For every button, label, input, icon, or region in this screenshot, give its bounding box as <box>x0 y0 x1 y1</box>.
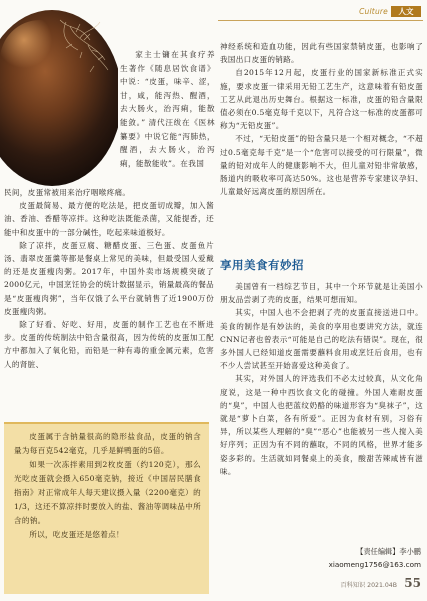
box-paragraph: 如果一次冻拌素用到2枚皮蛋（约120克），那么光吃皮蛋就会摄入650毫克钠，接近《中国居民膳食指南》对正常成年人每天建议摄入量（2200毫克）的1/3，这还不算凉拌时要放入的盐、酱油等调味品中所含的钠。 <box>14 460 201 525</box>
section-header <box>338 5 423 18</box>
editor-credit: 【责任编辑】李小鹏 <box>356 547 421 556</box>
preserved-egg-photo <box>0 0 118 190</box>
right-column-top <box>220 40 423 198</box>
paragraph: 其实，中国人也不会把剥了壳的皮蛋直接送进口中。美食的制作是有妙法的，美食的享用也要讲究方法，就连CNN记者也曾表示“可能是自己的吃法有错误”。现在，很多外国人已经知道皮蛋需要蘸料食用或烹饪后食用，也有不少人尝试甚至开始喜爱这种美食了。 <box>220 308 423 371</box>
paragraph: 民间，皮蛋常被用来治疗咽喉疼痛。 <box>4 188 131 197</box>
section-label-en: Culture <box>359 7 388 16</box>
editor-email: xiaomeng1756@163.com <box>328 560 421 569</box>
magazine-issue: 百科知识 2021.04B <box>340 582 397 589</box>
left-column <box>4 186 214 371</box>
section-subheading: 享用美食有妙招 <box>220 258 304 272</box>
section-label-zh: 人文 <box>391 6 421 17</box>
sodium-info-box <box>4 422 209 594</box>
paragraph: 皮蛋最简易、最方便的吃法是，把皮蛋切成瓣，加入酱油、香油、香醋等凉拌。这种吃法既能杀菌，又能提香，还能中和皮蛋中的一部分碱性，吃起来味道极好。 <box>4 201 214 237</box>
right-column-bottom <box>220 280 423 478</box>
header-rule <box>218 20 423 21</box>
paragraph: 除了好看、好吃、好用，皮蛋的制作工艺也在不断进步。皮蛋的传统制法中铅含量很高，因为传统的皮蛋加工配方中都加入了氧化铅，而铅是一种有毒的重金属元素，危害人的肾脏、 <box>4 320 214 369</box>
lead-paragraph <box>120 48 215 170</box>
box-paragraph: 所以，吃皮蛋还是悠着点！ <box>29 530 124 539</box>
paragraph: 自2015年12月起，皮蛋行业的国家新标准正式实施，要求皮蛋一律采用无铅工艺生产，这意味着有铅皮蛋工艺从此退出历史舞台。根据这一标准，皮蛋的铅含量限值必须在0.5毫克每千克以下，凡符合这一标准的皮蛋都可称为“无铅皮蛋”。 <box>220 68 423 131</box>
box-paragraph: 皮蛋属于含钠量很高的隐形盐食品，皮蛋的钠含量为每百克542毫克，几乎是鲜鸭蛋的5倍。 <box>14 432 201 455</box>
paragraph: 其实，对外国人的评选我们不必太过较真，从文化角度说，这是一种中西饮食文化的碰撞。外国人难耐皮蛋的“臭”，中国人也把蓝纹奶酪的味道形容为“臭袜子”，这就是“萝卜白菜，各有所爱”。正因为食材有别，习俗有异，所以某些人理解的“臭”“恶心”也能被另一些人搅入美好序列；正因为有不同的蘸取，不同的风格，世界才能多姿多彩的。生活就如同餐桌上的美食，酸甜苦辣咸皆有滋味。 <box>220 374 423 476</box>
paragraph: 美国曾有一档综艺节目，其中一个环节就是让美国小朋友品尝剥了壳的皮蛋，结果可想而知。 <box>220 282 423 305</box>
paragraph: 不过，“无铅皮蛋”的铅含量只是一个相对概念，“不超过0.5毫克每千克”是一个“危害可以接受的可行限量”，微量的铅对成年人的健康影响不大，但儿童对铅非常敏感，肠道内的吸收率可高达50%。这也是营养专家建议孕妇、儿童最好远离皮蛋的原因所在。 <box>220 134 423 197</box>
lead-text: 家主士镛在其食疗养生著作《随息居饮食谱》中说：“皮蛋，味辛、涩，甘，咸，能泻热、醒酒，去大肠火，治泻痢，能散能敛。” 清代汪绂在《医林纂要》中说它能“泻肺热，醒酒，去大肠火，治泻痢，能散能收”。在我国 <box>120 50 215 168</box>
paragraph: 除了凉拌，皮蛋豆腐、糖醋皮蛋、三色蛋、皮蛋鱼片汤、翡翠皮蛋羹等都是餐桌上常见的美味，但最受国人爱戴的还是皮蛋瘦肉粥。2017年，中国外卖市场规模突破了2000亿元，中国烹饪协会的统计数据显示，销量最高的餐品是“皮蛋瘦肉粥”，当年仅饿了么平台就销售了近1900万份皮蛋瘦肉粥。 <box>4 240 214 316</box>
paragraph: 神经系统和造血功能，因此有些国家禁销皮蛋，也影响了我国出口皮蛋的销路。 <box>220 42 423 65</box>
page-number: 55 <box>404 576 421 590</box>
